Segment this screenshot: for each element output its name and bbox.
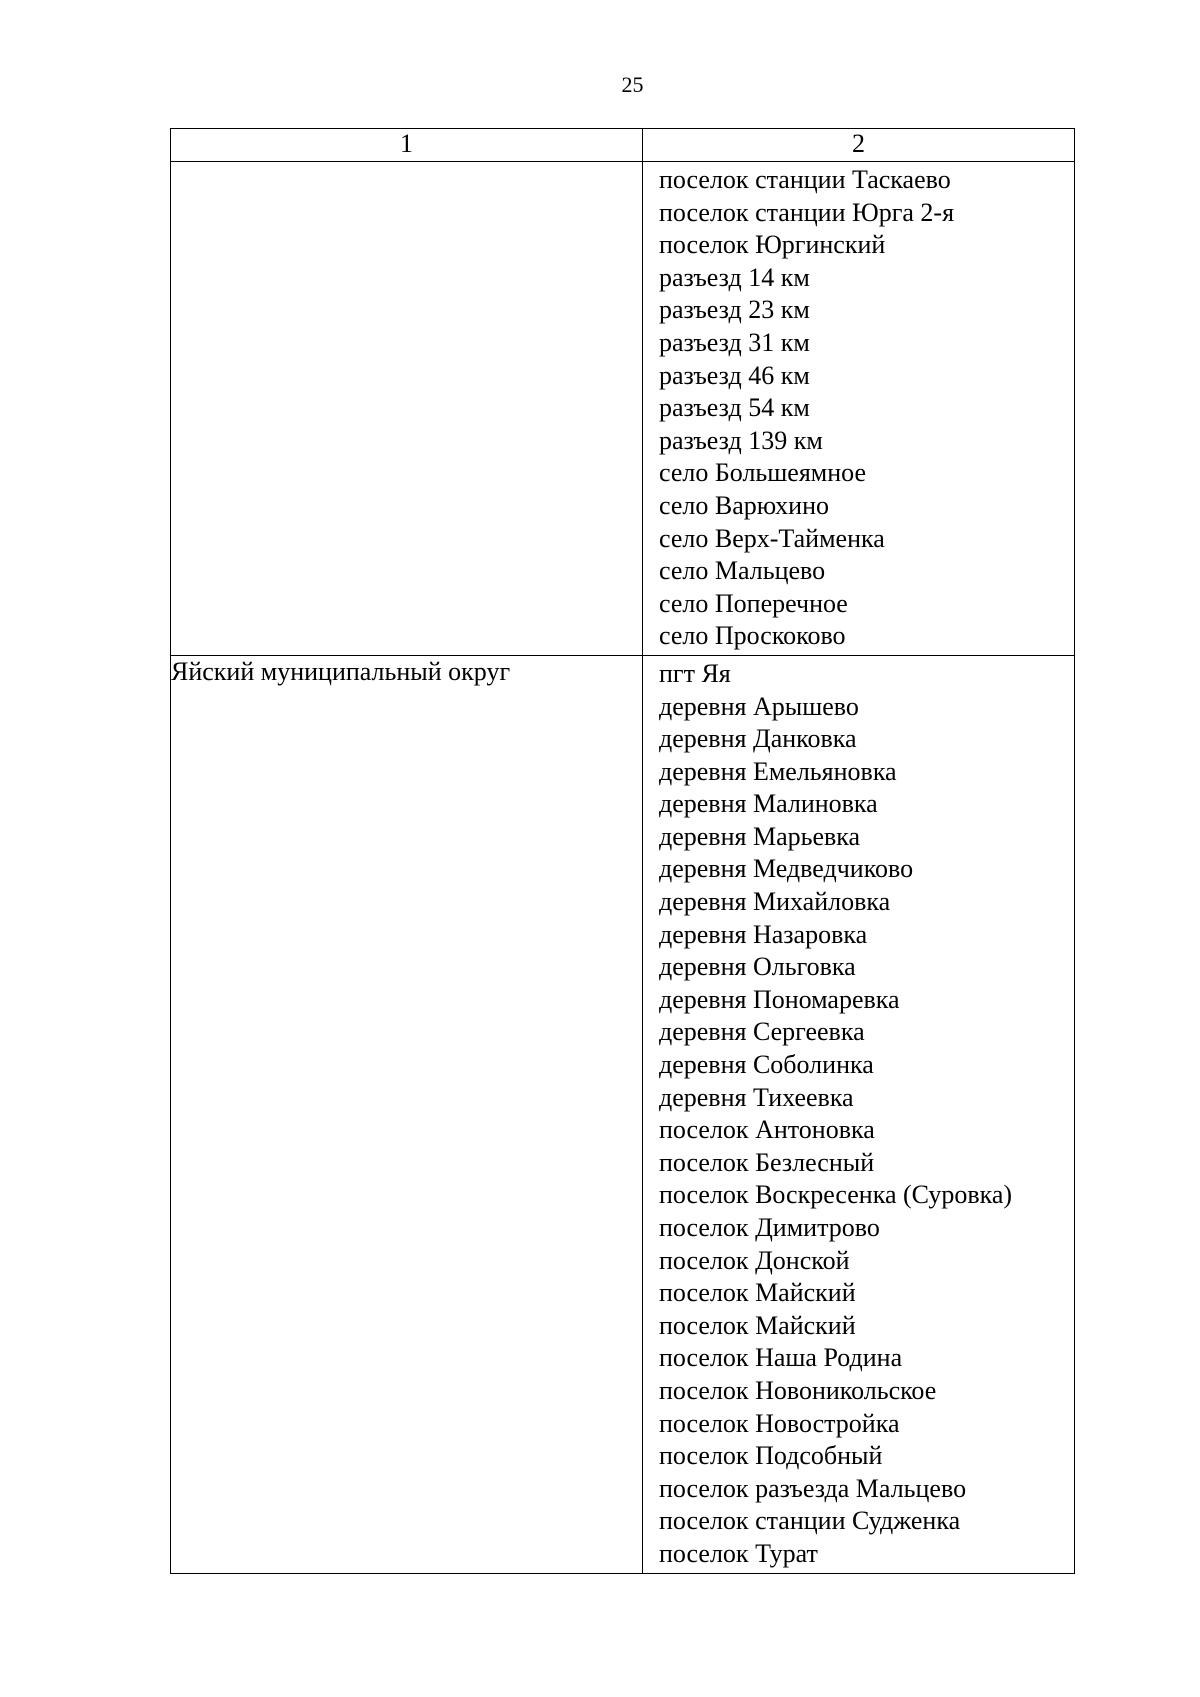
settlements-table	[170, 128, 1075, 1574]
settlement-item: деревня Соболинка	[659, 1050, 874, 1080]
settlement-item: деревня Назаровка	[659, 919, 868, 949]
settlement-item: поселок станции Юрга 2-я	[659, 197, 955, 227]
table-row	[171, 162, 1075, 656]
settlement-item: разъезд 54 км	[659, 393, 810, 423]
settlement-item: поселок Донской	[659, 1245, 850, 1275]
settlement-list	[643, 162, 1074, 655]
settlement-item: деревня Тихеевка	[659, 1082, 854, 1112]
settlement-item: поселок Юргинский	[659, 230, 886, 260]
settlement-item: деревня Данковка	[659, 724, 857, 754]
settlement-item: деревня Арышево	[659, 691, 859, 721]
settlement-item: пгт Яя	[659, 658, 731, 688]
settlement-item: разъезд 139 км	[659, 425, 823, 455]
settlement-item: поселок Наша Родина	[659, 1343, 903, 1373]
settlement-item: поселок разъезда Мальцево	[659, 1473, 967, 1503]
settlement-item: деревня Медведчиково	[659, 854, 914, 884]
column-header-1: 1	[171, 129, 643, 162]
settlement-item: поселок Новоникольское	[659, 1375, 937, 1405]
settlement-item: поселок Димитрово	[659, 1213, 880, 1242]
settlement-item: разъезд 46 км	[659, 360, 810, 390]
settlement-item: поселок Безлесный	[659, 1147, 875, 1177]
settlement-item: разъезд 31 км	[659, 327, 810, 357]
settlement-item: поселок Воскресенка (Суровка)	[659, 1180, 1013, 1210]
settlement-item: село Варюхино	[659, 490, 829, 520]
settlement-item: деревня Сергеевка	[659, 1017, 865, 1047]
table-row	[171, 655, 1075, 1573]
table-header-row	[171, 129, 1075, 162]
settlement-item: село Верх-Тайменка	[659, 523, 885, 553]
settlement-item: деревня Ольговка	[659, 952, 856, 982]
settlement-item: деревня Михайловка	[659, 887, 891, 917]
page-number: 25	[621, 72, 644, 97]
settlement-item: поселок Антоновка	[659, 1115, 875, 1145]
settlement-item: разъезд 14 км	[659, 262, 810, 292]
column-header-2: 2	[643, 129, 1075, 162]
table-body	[171, 162, 1075, 1574]
settlement-item: деревня Емельяновка	[659, 756, 897, 786]
settlement-list	[643, 656, 1074, 1573]
settlement-item: село Мальцево	[659, 556, 826, 586]
settlement-item: село Проскоково	[659, 621, 846, 651]
district-cell	[171, 162, 643, 656]
settlement-item: село Поперечное	[659, 588, 848, 618]
settlement-item: поселок Турат	[659, 1538, 818, 1568]
settlement-item: поселок Майский	[659, 1278, 856, 1308]
settlement-item: поселок Подсобный	[659, 1441, 883, 1471]
settlements-cell	[643, 655, 1075, 1573]
settlement-item: деревня Марьевка	[659, 821, 861, 851]
settlements-cell	[643, 162, 1075, 656]
settlement-item: поселок станции Таскаево	[659, 165, 951, 194]
settlement-item: село Большеямное	[659, 458, 867, 488]
settlement-item: деревня Малиновка	[659, 789, 878, 819]
settlement-item: поселок Майский	[659, 1310, 856, 1340]
settlement-item: поселок станции Судженка	[659, 1506, 961, 1536]
settlement-item: деревня Пономаревка	[659, 984, 900, 1014]
district-cell: Яйский муниципальный округ	[171, 655, 643, 1573]
settlement-item: разъезд 23 км	[659, 295, 810, 325]
settlement-item: поселок Новостройка	[659, 1408, 900, 1438]
